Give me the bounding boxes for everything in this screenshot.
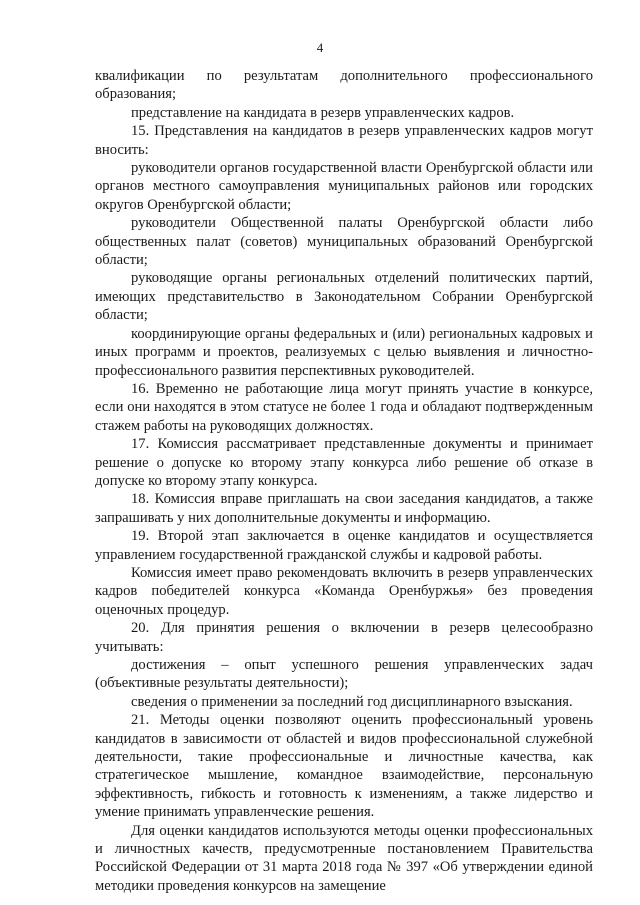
paragraph: сведения о применении за последний год дисциплинарного взыскания.: [131, 693, 573, 710]
document-body: [95, 67, 593, 895]
paragraph-continuation: квалификации по результатам дополнительного профессионального образования;: [95, 68, 593, 103]
page-number: 4: [316, 40, 324, 55]
paragraph: руководители органов государственной власти Оренбургской области или органов местного самоуправления муниципальных районов или городских округов Оренбургской области;: [95, 160, 593, 213]
paragraph: представление на кандидата в резерв управленческих кадров.: [131, 104, 515, 121]
paragraph: достижения – опыт успешного решения управленческих задач (объективные результаты деятельности);: [95, 657, 593, 692]
paragraph-item-20: 20. Для принятия решения о включении в резерв целесообразно учитывать:: [95, 620, 593, 655]
paragraph: Для оценки кандидатов используются методы оценки профессиональных и личностных качеств, предусмотренные постановлением Правительства Российской Федерации от 31 марта 2018 года № 397 «Об утверждении единой методики проведения конкурсов на замещение: [95, 822, 593, 894]
paragraph-item-16: 16. Временно не работающие лица могут принять участие в конкурсе, если они находятся в этом статусе не более 1 года и обладают подтвержденным стажем работы на руководящих должностях.: [95, 380, 593, 434]
paragraph-item-19: 19. Второй этап заключается в оценке кандидатов и осуществляется управлением государственной гражданской службы и кадровой работы.: [95, 528, 593, 563]
paragraph: координирующие органы федеральных и (или) региональных кадровых и иных программ и проектов, реализуемых с целью выявления и личностно-профессионального развития перспективных руководителей.: [95, 325, 593, 379]
paragraph-item-21: 21. Методы оценки позволяют оценить профессиональный уровень кандидатов в зависимости от областей и видов профессиональной служебной деятельности, такие профессиональные и личностные качества, как стратегическое мышление, командное взаимодействие, персональную эффективность, гибкость и готовность к изменениям, а также лидерство и умение принимать управленческие решения.: [95, 712, 593, 821]
paragraph-item-17: 17. Комиссия рассматривает представленные документы и принимает решение о допуске ко второму этапу конкурса либо решение об отказе в допуске ко второму этапу конкурса.: [95, 436, 593, 489]
paragraph-item-18: 18. Комиссия вправе приглашать на свои заседания кандидатов, а также запрашивать у них дополнительные документы и информацию.: [95, 491, 593, 526]
paragraph: Комиссия имеет право рекомендовать включить в резерв управленческих кадров победителей конкурса «Команда Оренбуржья» без проведения оценочных процедур.: [95, 564, 593, 618]
paragraph: руководители Общественной палаты Оренбургской области либо общественных палат (советов) муниципальных образований Оренбургской области;: [95, 215, 593, 269]
paragraph: руководящие органы региональных отделений политических партий, имеющих представительство в Законодательном Собрании Оренбургской области;: [95, 270, 593, 324]
paragraph-item-15: 15. Представления на кандидатов в резерв управленческих кадров могут вносить:: [95, 123, 593, 158]
